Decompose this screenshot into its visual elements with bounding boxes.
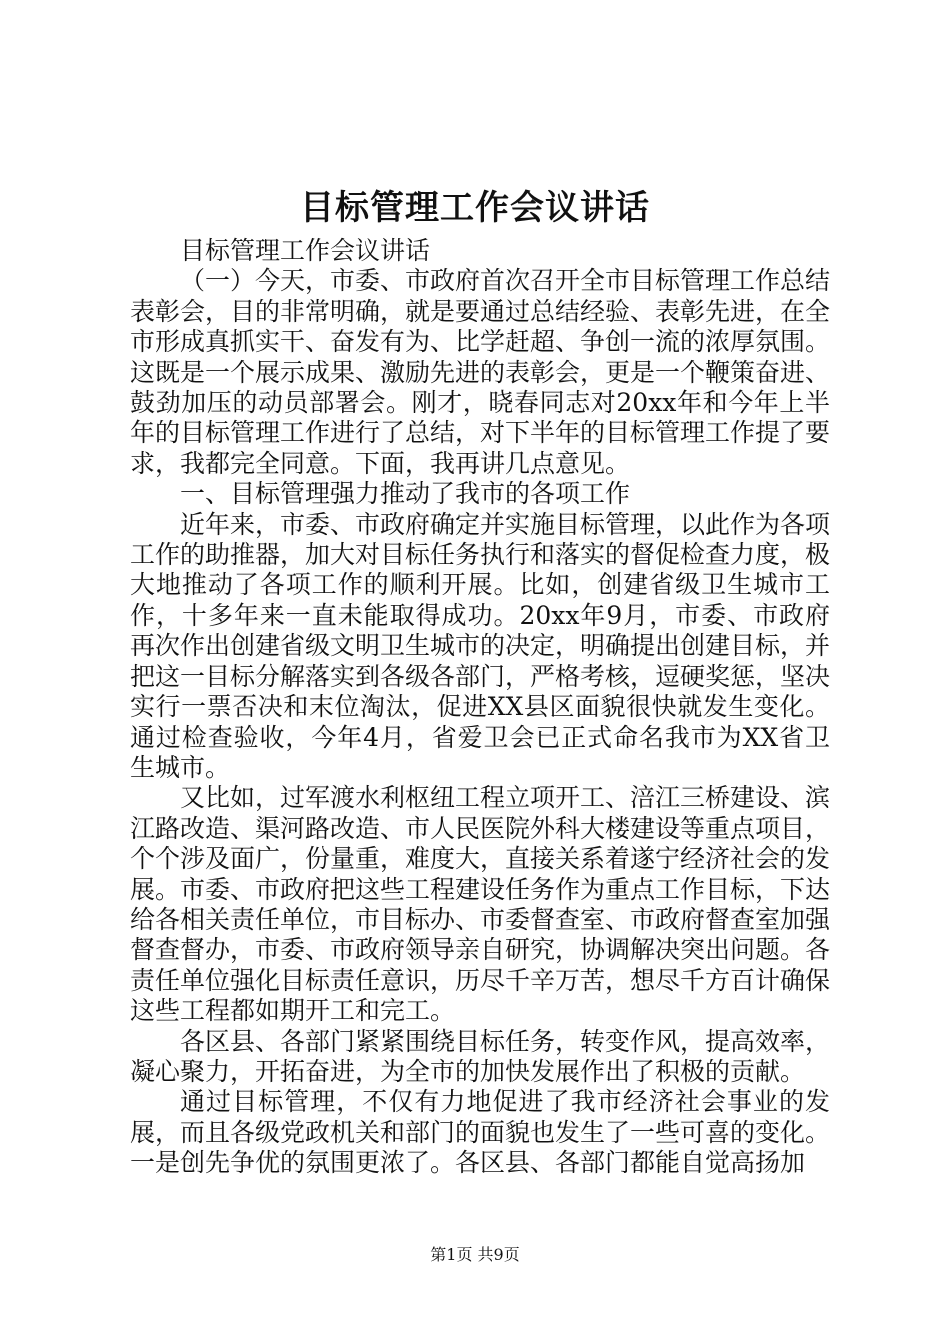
paragraph-subtitle: 目标管理工作会议讲话 (180, 236, 431, 265)
section-heading-1: 一、目标管理强力推动了我市的各项工作 (180, 479, 631, 509)
paragraph-another-example: 又比如，过军渡水利枢纽工程立项开工、涪江三桥建设、滨江路改造、渠河路改造、市人民医院外科大楼建设等重点项目，个个涉及面广，份量重，难度大，直接关系着遂宁经济社会的发展。市委、市政府把这些工程建设任务作为重点工作目标，下达给各相关责任单位，市目标办、市委督查室、市政府督查室加强督查督办，市委、市政府领导亲自研究，协调解决突出问题。各责任单位强化目标责任意识，历尽千辛万苦，想尽千方百计确保这些工程都如期开工和完工。 (130, 783, 831, 1026)
paragraph-intro: （一）今天，市委、市政府首次召开全市目标管理工作总结表彰会，目的非常明确，就是要通过总结经验、表彰先进，在全市形成真抓实干、奋发有为、比学赶超、争创一流的浓厚氛围。这既是一个展示成果、激励先进的表彰会，更是一个鞭策奋进、鼓劲加压的动员部署会。刚才，晓春同志对20xx年和今年上半年的目标管理工作进行了总结，对下半年的目标管理工作提了要求，我都完全同意。下面，我再讲几点意见。 (130, 266, 831, 478)
paragraph-through-target-management: 通过目标管理，不仅有力地促进了我市经济社会事业的发展，而且各级党政机关和部门的面貌也发生了一些可喜的变化。一是创先争优的氛围更浓了。各区县、各部门都能自觉高扬加 (130, 1087, 831, 1178)
page-number-footer: 第1页 共9页 (430, 1245, 520, 1264)
document-title: 目标管理工作会议讲话 (300, 188, 650, 228)
paragraph-recent-years: 近年来，市委、市政府确定并实施目标管理，以此作为各项工作的助推器，加大对目标任务执行和落实的督促检查力度，极大地推动了各项工作的顺利开展。比如，创建省级卫生城市工作，十多年来一直未能取得成功。20xx年9月，市委、市政府再次作出创建省级文明卫生城市的决定，明确提出创建目标，并把这一目标分解落实到各级各部门，严格考核，逗硬奖惩，坚决实行一票否决和末位淘汰，促进XX县区面貌很快就发生变化。通过检查验收，今年4月，省爱卫会已正式命名我市为XX省卫生城市。 (130, 509, 831, 782)
document-body (130, 236, 830, 1179)
paragraph-districts: 各区县、各部门紧紧围绕目标任务，转变作风，提高效率，凝心聚力，开拓奋进，为全市的加快发展作出了积极的贡献。 (130, 1026, 831, 1086)
